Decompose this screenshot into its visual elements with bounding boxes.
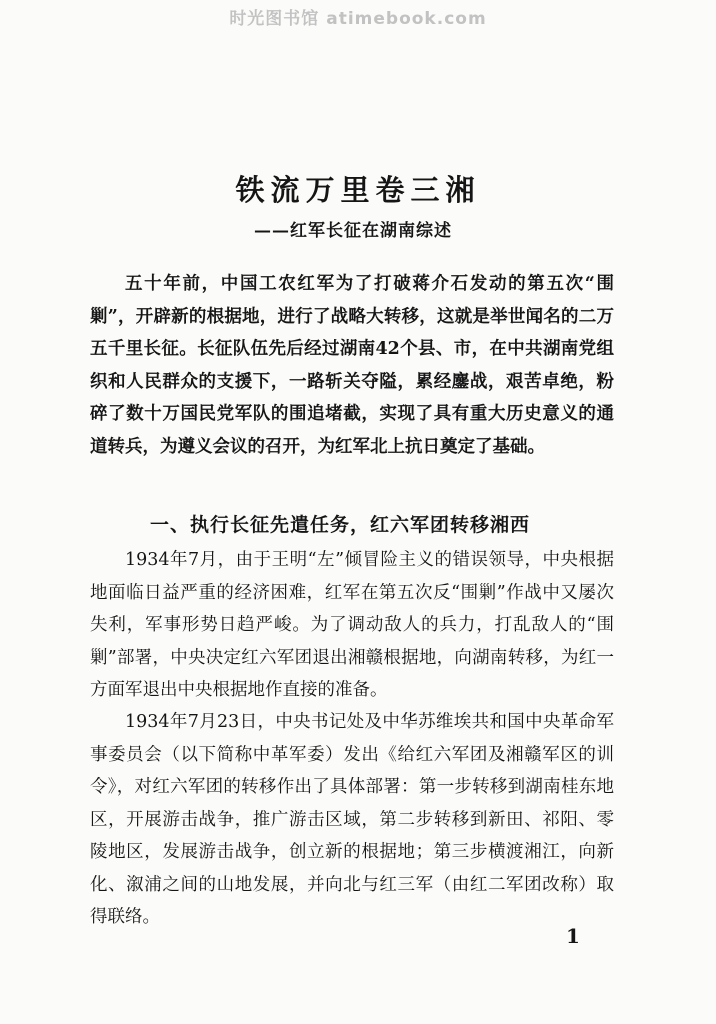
paragraph-2: 1934年7月，由于王明“左”倾冒险主义的错误领导，中央根据地面临日益严重的经济困难，红军在第五次反“围剿”作战中又屡次失利，军事形势日趋严峻。为了调动敌人的兵力，打乱敌人的“围剿”部署，中央决定红六军团退出湘赣根据地，向湖南转移，为红一方面军退出中央根据地作直接的准备。 xyxy=(90,550,614,700)
intro-paragraph: 五十年前，中国工农红军为了打破蒋介石发动的第五次“围剿”，开辟新的根据地，进行了战略大转移，这就是举世闻名的二万五千里长征。长征队伍先后经过湖南42个县、市，在中共湖南党组织和人民群众的支援下，一路斩关夺隘，累经鏖战，艰苦卓绝，粉碎了数十万国民党军队的围追堵截，实现了具有重大历史意义的通道转兵，为遵义会议的召开，为红军北上抗日奠定了基础。 xyxy=(90,274,614,457)
watermark: 时光图书馆 atimebook.com xyxy=(229,9,487,29)
paragraph-3: 1934年7月23日，中央书记处及中华苏维埃共和国中央革命军事委员会（以下简称中革军委）发出《给红六军团及湘赣军区的训令》，对红六军团的转移作出了具体部署：第一步转移到湖南桂东地区，开展游击战争，推广游击区域，第二步转移到新田、祁阳、零陵地区，发展游击战争，创立新的根据地；第三步横渡湘江，向新化、溆浦之间的山地发展，并向北与红三军（由红二军团改称）取得联络。 xyxy=(90,712,614,927)
page-title: 铁流万里卷三湘 xyxy=(235,173,481,207)
page-subtitle: ——红军长征在湖南综述 xyxy=(254,221,452,241)
section-heading: 一、执行长征先遣任务，红六军团转移湘西 xyxy=(150,514,531,536)
page-number: 1 xyxy=(566,924,580,948)
